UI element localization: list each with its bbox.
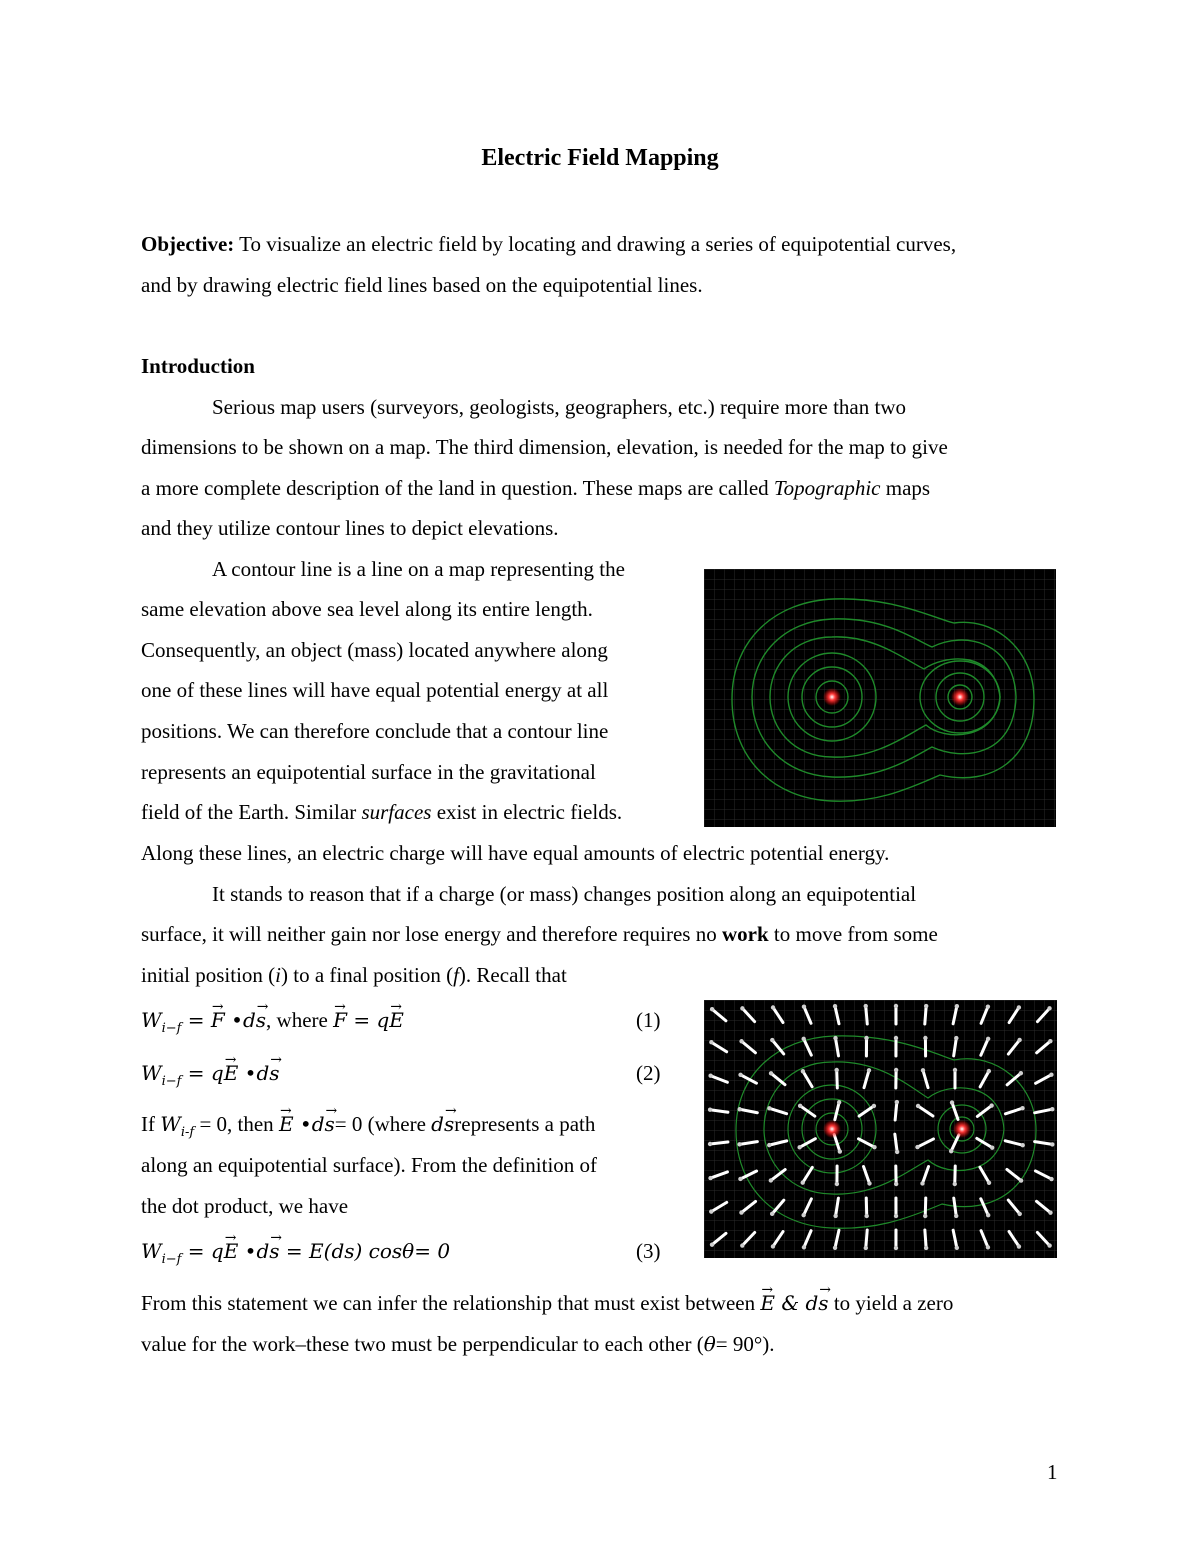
field-arrow-head: [1017, 1005, 1021, 1009]
charge-marker: [951, 688, 969, 706]
field-arrow-head: [986, 1213, 990, 1217]
p3-text-a: surface, it will neither gain nor lose energy and therefore requires no: [141, 922, 722, 946]
field-arrow-head: [987, 1069, 991, 1073]
p3-text-c: to move from some: [768, 922, 938, 946]
page-title: Electric Field Mapping: [481, 145, 719, 171]
field-arrow-head: [867, 1181, 871, 1185]
field-arrow-head: [709, 1040, 713, 1044]
field-arrow-head: [739, 1039, 743, 1043]
field-arrow-head: [924, 1004, 928, 1008]
field-arrow-head: [801, 1213, 805, 1217]
p2-text-surfaces: surfaces: [361, 800, 432, 824]
field-arrow-head: [986, 1245, 990, 1249]
field-arrow-head: [986, 1004, 990, 1008]
paragraph-3-line-1: It stands to reason that if a charge (or mass) changes position along an equipotential: [212, 882, 917, 906]
field-arrow-head: [1020, 1106, 1024, 1110]
field-arrow-head: [895, 1150, 899, 1154]
equation-2-number: (2): [636, 1061, 661, 1085]
field-arrow-head: [708, 1074, 712, 1078]
dot-product-line-2: the dot product, we have: [141, 1194, 349, 1218]
field-arrow-head: [894, 1214, 898, 1218]
field-arrow-head: [797, 1145, 801, 1149]
field-arrow-head: [833, 1246, 837, 1250]
field-arrow-head: [1048, 1210, 1052, 1214]
field-arrow-head: [872, 1145, 876, 1149]
field-arrow-head: [1018, 1212, 1022, 1216]
paragraph-2-line-3: Consequently, an object (mass) located anywhere along: [141, 638, 608, 662]
field-arrow-head: [923, 1214, 927, 1218]
paragraph-2-line-5: positions. We can therefore conclude that a contour line: [141, 719, 609, 743]
paragraph-1-line-4: and they utilize contour lines to depict elevations.: [141, 516, 559, 540]
field-arrow-head: [801, 1037, 805, 1041]
field-arrow-head: [801, 1069, 805, 1073]
field-arrow-head: [920, 1181, 924, 1185]
objective-text-1: To visualize an electric field by locating and drawing a series of equipotential curves,: [234, 232, 957, 256]
field-arrow-head: [949, 1149, 953, 1153]
field-arrow-head: [770, 1038, 774, 1042]
page-number: 1: [1047, 1460, 1058, 1484]
field-arrow-head: [1017, 1244, 1021, 1248]
paragraph-1-line-2: dimensions to be shown on a map. The third dimension, elevation, is needed for the map to give: [141, 435, 948, 459]
conclusion-line-2: value for the work–these two must be perpendicular to each other (θ= 90°).: [141, 1332, 775, 1356]
charge-marker: [953, 1120, 971, 1138]
p3-text-i: i: [275, 963, 282, 987]
paragraph-1-line-3: [141, 475, 930, 501]
field-arrow-head: [954, 1214, 958, 1218]
field-arrow-head: [915, 1145, 919, 1149]
field-arrow-head: [767, 1106, 771, 1110]
field-arrow-head: [833, 1004, 837, 1008]
field-arrow-head: [771, 1244, 775, 1248]
charge-marker: [823, 1120, 841, 1138]
objective-line-2: and by drawing electric field lines based on the equipotential lines.: [141, 273, 703, 297]
conclusion-text-c: value for the work–these two must be perpendicular to each other (: [141, 1332, 704, 1356]
p3-text-e: ) to a final position (: [281, 963, 454, 987]
if-text-a: If: [141, 1112, 161, 1136]
field-arrow-head: [838, 1149, 842, 1153]
paragraph-3-line-3: [141, 962, 567, 988]
field-arrow-head: [864, 1246, 868, 1250]
eq3-rhs: = E(ds) cos: [285, 1239, 403, 1263]
p3-text-work: work: [721, 922, 769, 946]
field-arrow-head: [708, 1176, 712, 1180]
field-arrow-head: [1021, 1143, 1025, 1147]
field-arrow: [925, 1006, 926, 1024]
if-text-d: represents a path: [454, 1112, 596, 1136]
field-arrow-head: [894, 1036, 898, 1040]
field-arrow-head: [708, 1142, 712, 1146]
field-arrow-head: [865, 1214, 869, 1218]
if-text-b: = 0, then: [194, 1112, 279, 1136]
field-arrow-head: [894, 1004, 898, 1008]
electric-field-arrow-figure: [704, 1000, 1057, 1258]
field-arrow-head: [894, 1068, 898, 1072]
field-arrow-head: [986, 1037, 990, 1041]
field-arrow-head: [1049, 1177, 1053, 1181]
field-arrow: [866, 1006, 868, 1024]
paragraph-2-line-6: represents an equipotential surface in the gravitational: [141, 760, 596, 784]
field-arrow-head: [1017, 1038, 1021, 1042]
field-arrow-head: [989, 1103, 993, 1107]
field-arrow-head: [833, 1036, 837, 1040]
equation-1: $W_{i-f}$ = → F •d→ s, where → F = q→ E: [141, 1007, 404, 1042]
field-arrow-head: [802, 1005, 806, 1009]
objective-line-1: [141, 231, 956, 257]
paragraph-2-line-8: Along these lines, an electric charge will have equal amounts of electric potential energy.: [141, 841, 890, 865]
conclusion-text-b: to yield a zero: [828, 1291, 954, 1315]
field-arrow-head: [802, 1245, 806, 1249]
section-heading-introduction: Introduction: [141, 354, 255, 378]
field-arrow-head: [710, 1007, 714, 1011]
paragraph-1-line-1: Serious map users (surveyors, geologists, geographers, etc.) require more than two: [212, 395, 906, 419]
field-arrow-head: [955, 1246, 959, 1250]
p2-text-a: field of the Earth. Similar: [141, 800, 362, 824]
field-arrow: [925, 1230, 926, 1248]
field-arrow-head: [769, 1071, 773, 1075]
field-arrow-head: [798, 1104, 802, 1108]
field-arrow-head: [895, 1100, 899, 1104]
contour-plot: [704, 569, 1056, 827]
field-plot: [704, 1000, 1057, 1258]
field-arrow-head: [921, 1068, 925, 1072]
field-arrow-head: [708, 1108, 712, 1112]
conclusion-text-a: From this statement we can infer the relationship that must exist between: [141, 1291, 761, 1315]
field-arrow-head: [769, 1178, 773, 1182]
field-arrow: [895, 1102, 897, 1120]
field-arrow-head: [771, 1005, 775, 1009]
field-arrow-head: [1048, 1039, 1052, 1043]
objective-label: Objective:: [141, 232, 235, 256]
p1-text-c: maps: [880, 476, 931, 500]
equation-1-number: (1): [636, 1008, 661, 1032]
field-arrow-head: [737, 1142, 741, 1146]
p1-text-a: a more complete description of the land in question. These maps are called: [141, 476, 774, 500]
conclusion-text-d: = 90°).: [715, 1332, 775, 1356]
field-arrow-head: [1019, 1178, 1023, 1182]
paragraph-2-line-4: one of these lines will have equal potential energy at all: [141, 678, 609, 702]
p2-text-c: exist in electric fields.: [431, 800, 623, 824]
field-arrow-head: [834, 1068, 838, 1072]
field-arrow-head: [924, 1246, 928, 1250]
field-arrow-head: [833, 1214, 837, 1218]
paragraph-2-line-7: [141, 799, 622, 825]
field-arrow-head: [770, 1212, 774, 1216]
field-arrow-head: [710, 1242, 714, 1246]
field-arrow-head: [894, 1246, 898, 1250]
field-arrow-head: [916, 1104, 920, 1108]
field-arrow-head: [1047, 1243, 1051, 1247]
paragraph-3-line-2: [141, 921, 938, 947]
equipotential-contour-figure: [704, 569, 1056, 827]
field-arrow-head: [740, 1006, 744, 1010]
field-arrow-head: [767, 1143, 771, 1147]
field-arrow-head: [835, 1182, 839, 1186]
field-arrow-head: [801, 1180, 805, 1184]
equation-3-number: (3): [636, 1239, 661, 1263]
field-arrow-head: [1019, 1071, 1023, 1075]
field-arrow-head: [953, 1182, 957, 1186]
field-arrow-head: [1050, 1107, 1054, 1111]
field-arrow-head: [894, 1182, 898, 1186]
eq1-where: , where: [266, 1008, 334, 1032]
field-arrow-head: [1047, 1006, 1051, 1010]
field-arrow-head: [950, 1100, 954, 1104]
p1-text-topographic: Topographic: [773, 476, 881, 500]
field-arrow-head: [987, 1181, 991, 1185]
paragraph-2-line-2: same elevation above sea level along its entire length.: [141, 597, 593, 621]
field-arrow-head: [739, 1210, 743, 1214]
field-arrow-head: [990, 1145, 994, 1149]
field-arrow-head: [737, 1107, 741, 1111]
field-arrow-head: [955, 1004, 959, 1008]
field-arrow-head: [837, 1100, 841, 1104]
paragraph-2-line-1: A contour line is a line on a map representing the: [212, 557, 625, 581]
field-arrow: [710, 1142, 728, 1144]
field-arrow-head: [738, 1073, 742, 1077]
condition-line: If $W_{i-f} = 0$, then → E •d→ s= 0 (where d→ srepresents a path: [141, 1111, 595, 1146]
field-arrow-head: [709, 1209, 713, 1213]
p3-text-g: ). Recall that: [458, 963, 567, 987]
field-arrow-head: [864, 1036, 868, 1040]
field-arrow-head: [1049, 1072, 1053, 1076]
field-arrow: [837, 1070, 838, 1088]
charge-marker: [823, 688, 841, 706]
field-arrow-head: [954, 1036, 958, 1040]
equation-3: $W_{i-f} = q\to E$ •d→ s = E(ds) cosθ= 0: [141, 1238, 450, 1273]
dot-product-line-1: along an equipotential surface). From the definition of: [141, 1153, 598, 1177]
field-arrow: [866, 1230, 867, 1248]
if-text-c: = 0 (where: [334, 1112, 432, 1136]
field-arrow-head: [923, 1036, 927, 1040]
field-arrow-head: [740, 1243, 744, 1247]
field-arrow-head: [1050, 1142, 1054, 1146]
field-arrow-head: [872, 1104, 876, 1108]
p3-text-f: f: [453, 963, 459, 987]
p3-text-d: initial position (: [141, 963, 276, 987]
field-arrow-head: [867, 1068, 871, 1072]
conclusion-line-1: From this statement we can infer the relationship that must exist between → E & d→ s to yield a zero: [141, 1290, 953, 1316]
field-arrow: [925, 1198, 926, 1216]
equation-2: $W_{i-f} = q\to E$ •d→ s: [141, 1060, 280, 1095]
field-arrow-head: [864, 1004, 868, 1008]
field-arrow-head: [953, 1068, 957, 1072]
eq3-zero: = 0: [414, 1239, 451, 1263]
field-arrow-head: [738, 1177, 742, 1181]
